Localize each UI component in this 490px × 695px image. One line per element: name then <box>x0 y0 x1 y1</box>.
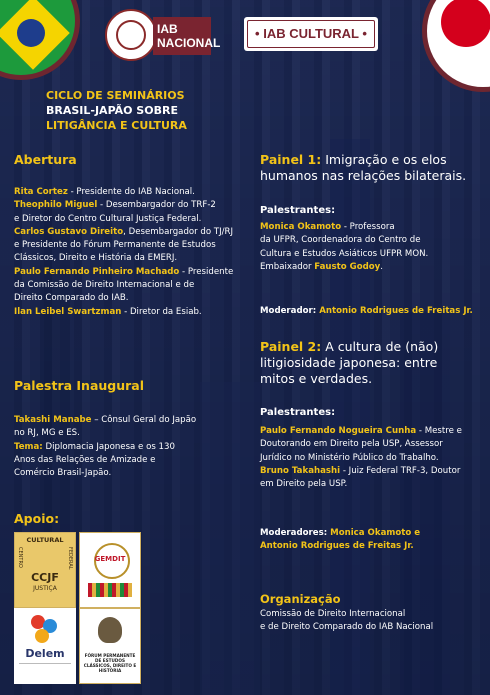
abertura-line: Rita Cortez - Presidente do IAB Nacional. <box>14 187 195 197</box>
painel1-line: Cultura e Estudos Asiáticos UFPR MON. <box>260 248 429 259</box>
painel1-list <box>260 221 485 274</box>
delem-logo: Delem <box>14 608 76 684</box>
painel1-palestrantes-label: Palestrantes: <box>260 205 336 216</box>
abertura-line: Carlos Gustavo Direito, Desembargador do TJ/RJ <box>14 226 234 237</box>
painel2-list <box>260 425 488 491</box>
painel1-line: Monica Okamoto - Professora <box>260 222 395 232</box>
painel2-label: Painel 2: <box>260 339 322 354</box>
event-title <box>46 88 256 133</box>
title-line-3: LITIGÂNCIA E CULTURA <box>46 119 187 132</box>
painel1-line: da UFPR, Coordenadora do Centro de <box>260 235 421 246</box>
abertura-list <box>14 186 246 319</box>
palestra-line: Comércio Brasil-Japão. <box>14 468 112 479</box>
iab-seal-logo <box>105 9 157 61</box>
palestra-line: Anos das Relações de Amizade e <box>14 454 156 465</box>
abertura-line: e Diretor do Centro Cultural Justiça Federal. <box>14 213 202 224</box>
palestra-line: Tema: Diplomacia Japonesa e os 130 <box>14 441 175 452</box>
abertura-line: e Presidente do Fórum Permanente de Estudos <box>14 240 216 251</box>
abertura-line: da Comissão de Direito Internacional e de <box>14 280 195 291</box>
abertura-line: Paulo Fernando Pinheiro Machado - Presidente <box>14 266 234 277</box>
painel1-line: Embaixador Fausto Godoy. <box>260 261 384 272</box>
palestra-line: no RJ, MG e ES. <box>14 428 80 439</box>
painel2-line: Jurídico no Ministério Público do Trabalho. <box>260 452 439 463</box>
forum-permanente-logo: FÓRUM PERMANENTE DE ESTUDOS CLÁSSICOS, DIREITO E HISTÓRIA <box>79 608 141 684</box>
title-line-1: CICLO DE SEMINÁRIOS <box>46 89 185 102</box>
gemdit-logo: GEMDIT <box>79 532 141 608</box>
abertura-line: Theophilo Miguel - Desembargador do TRF-2 <box>14 200 216 211</box>
iab-cultural-text: IAB CULTURAL <box>263 26 359 41</box>
ccjf-logo: CULTURAL CENTRO FEDERAL CCJF JUSTIÇA <box>14 532 76 608</box>
painel2-line: Bruno Takahashi - Juiz Federal TRF-3, Doutor <box>260 465 461 476</box>
iab-logo-text: IAB <box>157 22 178 36</box>
palestra-line: Takashi Manabe – Cônsul Geral do Japão <box>14 415 197 425</box>
painel1-title: Painel 1: Imigração e os elos humanos nas relações bilaterais. <box>260 152 467 183</box>
painel2-moderadores: Moderadores: Monica Okamoto e Antonio Rodrigues de Freitas Jr. <box>260 528 421 552</box>
abertura-line: Clássicos, Direito e História da EMERJ. <box>14 253 178 264</box>
abertura-heading: Abertura <box>14 152 77 167</box>
palestra-heading: Palestra Inaugural <box>14 378 145 393</box>
title-line-2: BRASIL-JAPÃO SOBRE <box>46 104 178 117</box>
painel1-moderador: Moderador: Antonio Rodrigues de Freitas Jr. <box>260 306 473 316</box>
painel2-line: Doutorando em Direito pela USP, Assessor <box>260 439 443 450</box>
painel2-palestrantes-label: Palestrantes: <box>260 407 336 418</box>
abertura-line: Direito Comparado do IAB. <box>14 293 129 304</box>
painel1-label: Painel 1: <box>260 152 322 167</box>
palestra-list <box>14 414 246 480</box>
painel2-line: em Direito pela USP. <box>260 479 348 490</box>
iab-nacional-logo <box>153 17 221 55</box>
abertura-line: Ilan Leibel Swartzman - Diretor da Esiab. <box>14 306 202 317</box>
painel2-title: Painel 2: A cultura de (não) litigiosidade japonesa: entre mitos e verdades. <box>260 339 439 386</box>
organizacao-heading: Organização <box>260 592 341 606</box>
iab-cultural-logo: • IAB CULTURAL • <box>244 17 378 51</box>
apoio-heading: Apoio: <box>14 511 60 526</box>
iab-logo-text-2: NACIONAL <box>157 36 221 50</box>
organizacao-text: Comissão de Direito Internacional e de Direito Comparado do IAB Nacional <box>260 609 434 633</box>
painel2-line: Paulo Fernando Nogueira Cunha - Mestre e <box>260 426 462 436</box>
